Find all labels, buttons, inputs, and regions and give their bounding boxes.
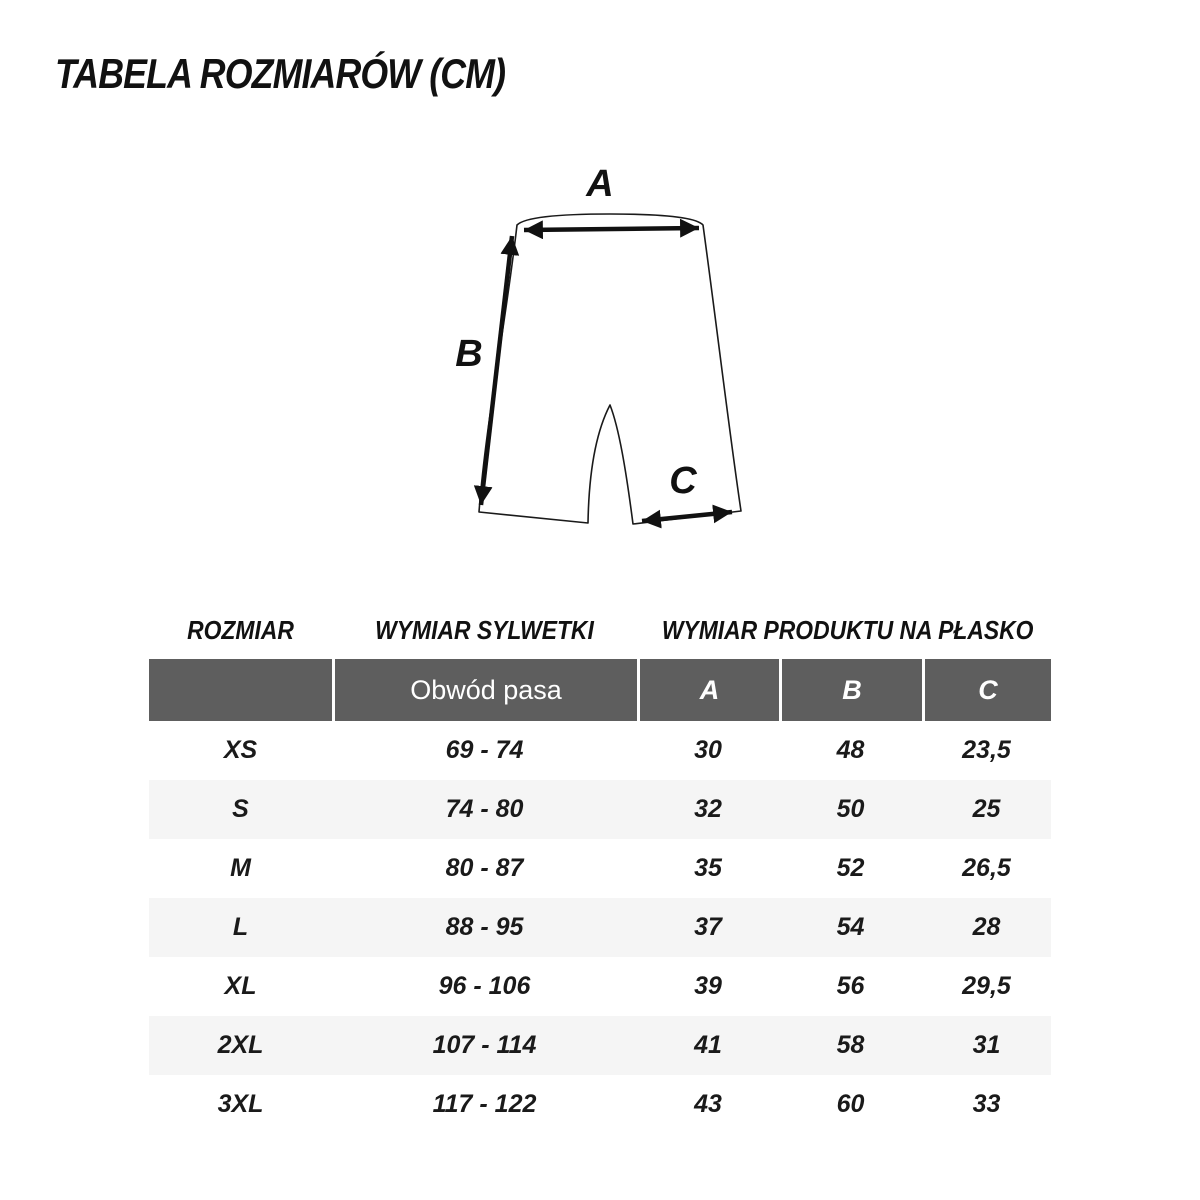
dim-label-b: B	[455, 333, 483, 375]
waist-cell: 96 - 106	[438, 972, 531, 1000]
header-cell-c: C	[922, 659, 1051, 721]
table-row-m	[149, 839, 1051, 898]
a-cell: 39	[694, 972, 722, 1000]
a-cell: 32	[694, 795, 722, 823]
size-cell: S	[232, 795, 249, 823]
measure-arrow-a	[524, 228, 699, 230]
a-cell: 37	[694, 913, 722, 941]
table-header-row	[149, 659, 1051, 721]
b-cell: 52	[836, 854, 865, 882]
group-header-wymiar-sylwetki: WYMIAR SYLWETKI	[375, 615, 594, 645]
waist-cell: 88 - 95	[445, 913, 524, 941]
measure-arrow-b	[481, 236, 512, 505]
b-cell: 60	[836, 1090, 865, 1118]
measure-arrow-c	[642, 512, 732, 521]
c-cell: 26,5	[962, 854, 1011, 882]
size-cell: XS	[223, 736, 258, 764]
size-cell: M	[230, 854, 251, 882]
dim-label-c: C	[669, 460, 697, 502]
size-cell: XL	[224, 972, 257, 1000]
c-cell: 23,5	[962, 736, 1011, 764]
c-cell: 31	[972, 1031, 1001, 1059]
waist-cell: 117 - 122	[432, 1090, 537, 1118]
shorts-diagram	[420, 140, 820, 560]
header-cell-b: B	[779, 659, 922, 721]
size-cell: 3XL	[217, 1090, 264, 1118]
header-cell-waist: Obwód pasa	[332, 659, 637, 721]
waist-cell: 69 - 74	[445, 736, 524, 764]
size-cell: 2XL	[217, 1031, 264, 1059]
a-cell: 35	[694, 854, 722, 882]
c-cell: 28	[972, 913, 1001, 941]
group-header-rozmiar: ROZMIAR	[187, 615, 294, 645]
header-cell-size	[149, 659, 332, 721]
a-cell: 41	[694, 1031, 722, 1059]
waist-cell: 107 - 114	[432, 1031, 537, 1059]
table-row-2xl	[149, 1016, 1051, 1075]
a-cell: 30	[694, 736, 722, 764]
b-cell: 54	[836, 913, 865, 941]
size-cell: L	[232, 913, 249, 941]
table-row-xs	[149, 721, 1051, 780]
page-title: TABELA ROZMIARÓW (CM)	[55, 50, 506, 97]
b-cell: 50	[836, 795, 865, 823]
table-row-xl	[149, 957, 1051, 1016]
shorts-outline	[479, 214, 741, 524]
c-cell: 33	[972, 1090, 1001, 1118]
b-cell: 48	[836, 736, 865, 764]
group-header-wymiar-produktu: WYMIAR PRODUKTU NA PŁASKO	[661, 615, 1034, 645]
table-row-l	[149, 898, 1051, 957]
b-cell: 56	[836, 972, 865, 1000]
waist-cell: 74 - 80	[445, 795, 524, 823]
a-cell: 43	[694, 1090, 722, 1118]
table-row-s	[149, 780, 1051, 839]
c-cell: 25	[972, 795, 1001, 823]
c-cell: 29,5	[962, 972, 1011, 1000]
b-cell: 58	[836, 1031, 865, 1059]
dim-label-a: A	[586, 163, 614, 205]
waist-cell: 80 - 87	[445, 854, 524, 882]
size-table	[149, 659, 1051, 1134]
table-row-3xl	[149, 1075, 1051, 1134]
header-cell-a: A	[637, 659, 779, 721]
